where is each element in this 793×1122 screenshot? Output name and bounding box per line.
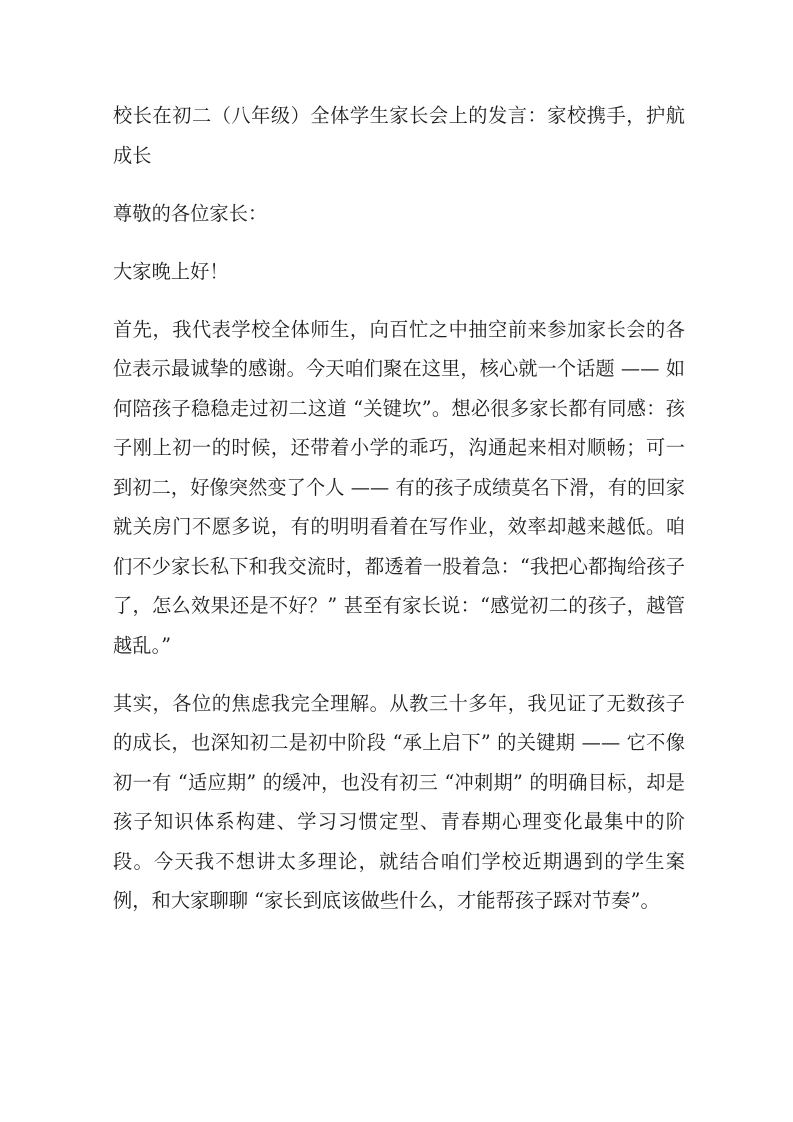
document-title: 校长在初二（八年级）全体学生家长会上的发言：家校携手，护航成长 bbox=[113, 104, 685, 167]
greeting-line: 大家晚上好！ bbox=[113, 259, 229, 283]
body-paragraph-2: 其实，各位的焦虑我完全理解。从教三十多年，我见证了无数孩子的成长，也深知初二是初中阶段 “承上启下” 的关键期 —— 它不像初一有 “适应期” 的缓冲，也没有初三 “冲刺期” 的明确目标，却是孩子知识体系构建、学习习惯定型、青春期心理变化最集中的阶段。今天我不想讲太多理论，就结合咱们学校近期遇到的学生案例，和大家聊聊 “家长到底该做些什么，才能帮孩子踩对节奏”。 bbox=[113, 691, 685, 912]
document-text-body bbox=[113, 96, 685, 939]
salutation-line: 尊敬的各位家长： bbox=[113, 201, 268, 225]
body-paragraph-1: 首先，我代表学校全体师生，向百忙之中抽空前来参加家长会的各位表示最诚挚的感谢。今天咱们聚在这里，核心就一个话题 —— 如何陪孩子稳稳走过初二这道 “关键坎”。想必很多家长都有同感：孩子刚上初一的时候，还带着小学的乖巧，沟通起来相对顺畅；可一到初二，好像突然变了个人 —— 有的孩子成绩莫名下滑，有的回家就关房门不愿多说，有的明明看着在写作业，效率却越来越低。咱们不少家长私下和我交流时，都透着一股着急：“我把心都掏给孩子了，怎么效果还是不好？” 甚至有家长说：“感觉初二的孩子，越管越乱。” bbox=[113, 317, 685, 657]
